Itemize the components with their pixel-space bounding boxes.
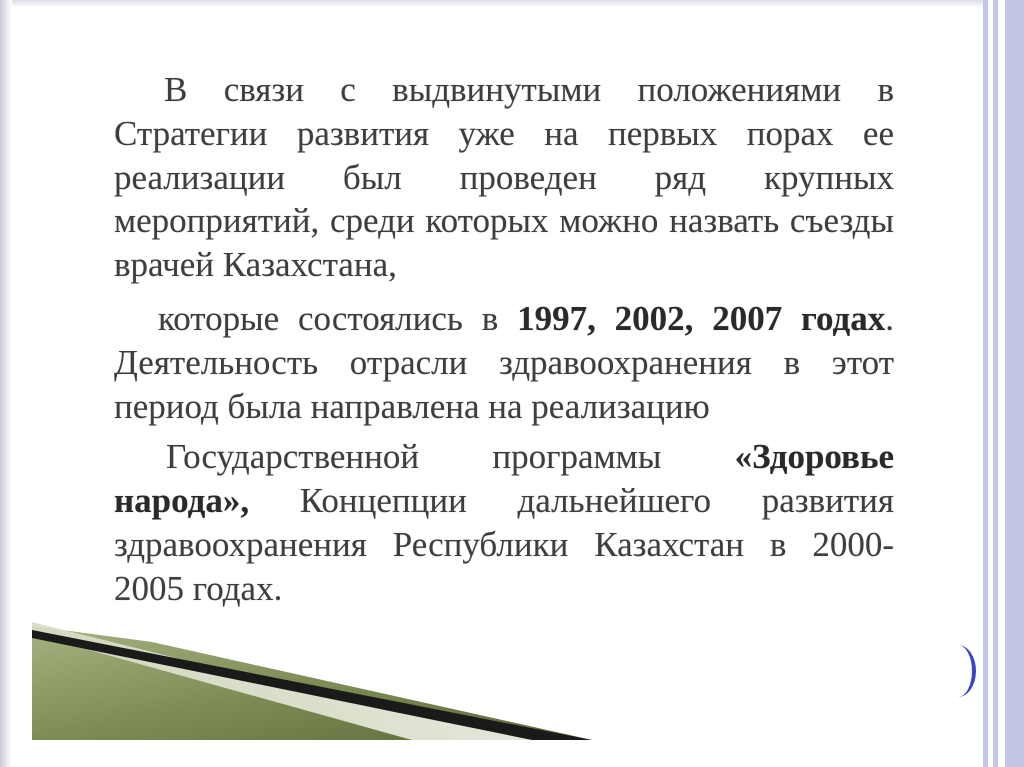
slide-frame-top xyxy=(0,0,985,8)
frame-stripe xyxy=(993,0,998,767)
slide-frame-right xyxy=(983,0,1024,767)
paragraph-1 xyxy=(114,68,894,287)
paragraph-2-lead: которые состоялись в xyxy=(158,298,518,338)
paragraph-2-tail: . Деятельность отрасли здравоохранения в этот период была направлена на реализацию xyxy=(114,298,895,426)
paragraph-3 xyxy=(114,435,894,610)
frame-stripe xyxy=(1005,0,1024,767)
paragraph-3-program-name: «Здоровье народа», xyxy=(114,437,894,521)
slide-body-text xyxy=(114,68,894,611)
paragraph-2-years: 1997, 2002, 2007 годах xyxy=(517,298,886,338)
slide-frame-left xyxy=(0,0,12,767)
circle-arc-icon xyxy=(940,645,976,697)
frame-stripe xyxy=(983,0,988,767)
paragraph-1-text: В связи с выдвинутыми положениями в Стратегии развития уже на первых порах ее реализации был проведен ряд крупных мероприятий, среди которых можно назвать съезды врачей Казахстана, xyxy=(114,70,894,285)
paragraph-3-tail: Концепции дальнейшего развития здравоохранения Республики Казахстан в 2000-2005 годах. xyxy=(114,481,894,608)
decorative-wedge xyxy=(32,622,592,740)
paragraph-3-lead: Государственной программы xyxy=(166,437,735,477)
paragraph-2 xyxy=(114,297,894,428)
